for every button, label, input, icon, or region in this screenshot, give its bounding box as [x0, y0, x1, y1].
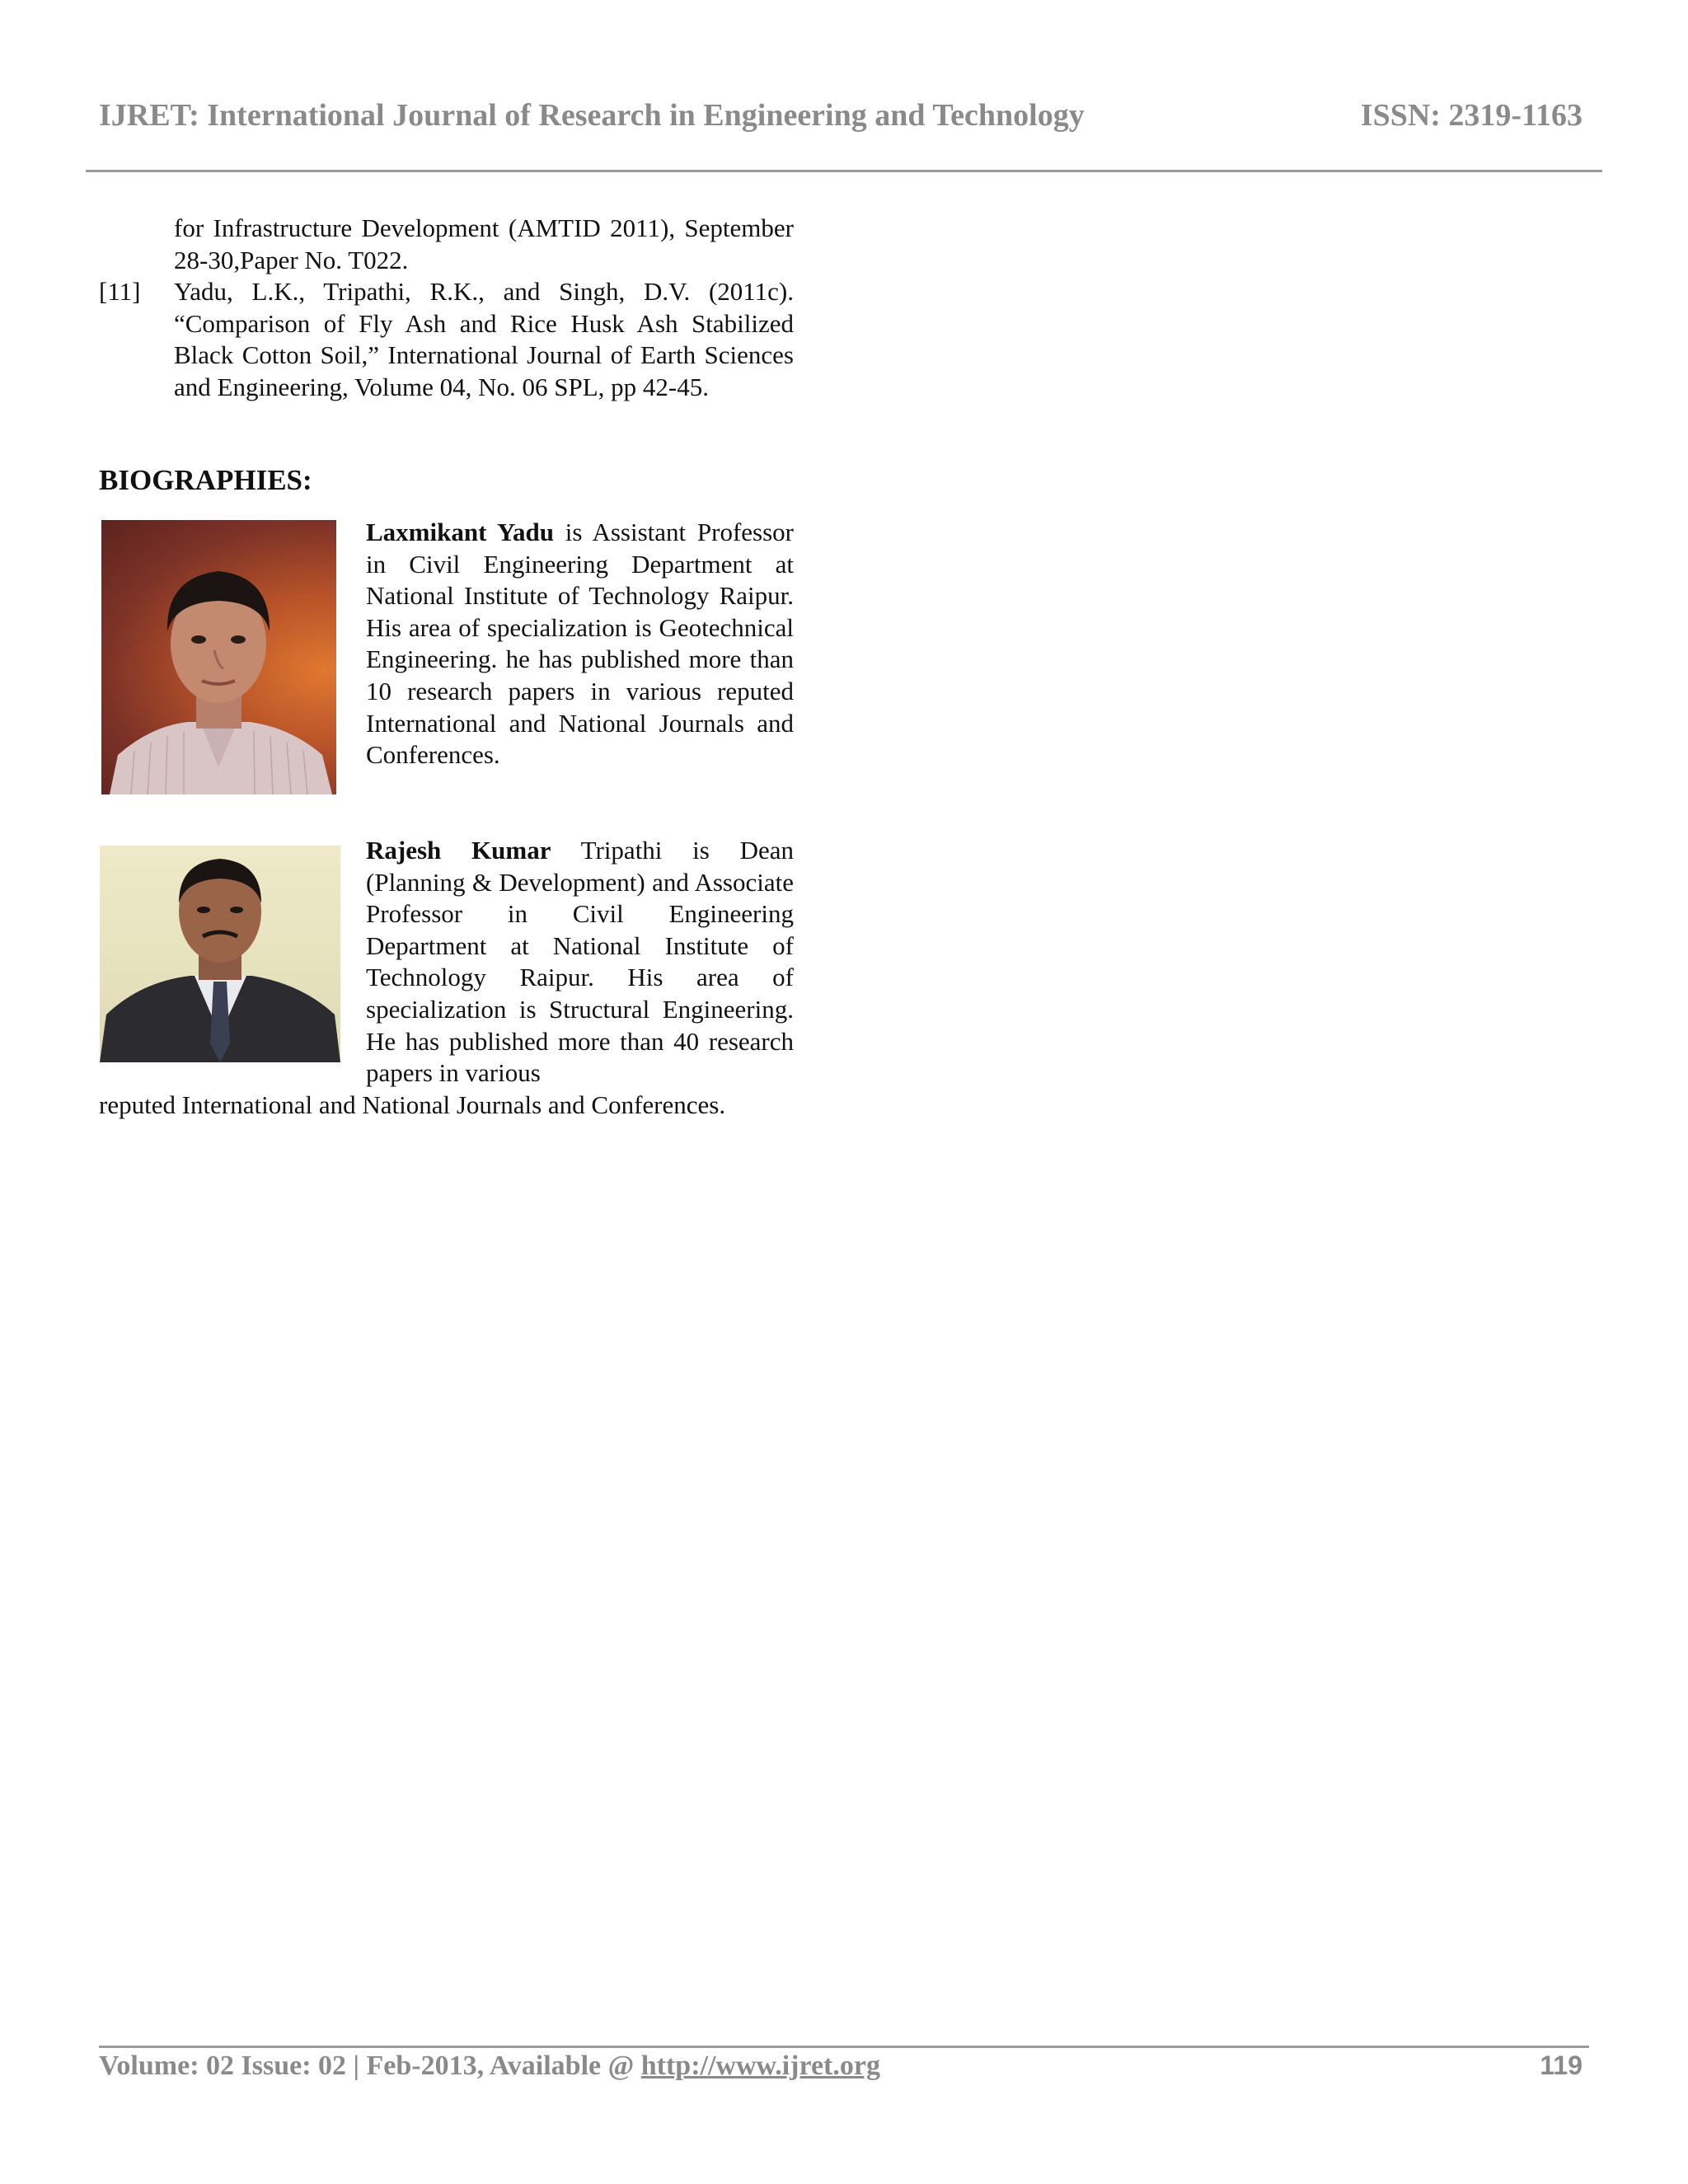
footer-volume-info: [99, 2050, 880, 2082]
biographies-heading: BIOGRAPHIES:: [99, 464, 312, 496]
reference-number: [11]: [99, 277, 141, 306]
page-number: 119: [1540, 2050, 1582, 2080]
footer-volume-text: Volume: 02 Issue: 02 | Feb-2013, Available @: [99, 2050, 641, 2081]
bio-tripathi-tail: reputed International and National Journals and Conferences.: [99, 1090, 726, 1119]
footer-divider: [99, 2046, 1589, 2048]
journal-title: IJRET: International Journal of Research in Engineering and Technology: [99, 98, 1085, 133]
reference-item-11: [99, 276, 794, 403]
reference-continuation: for Infrastructure Development (AMTID 2011), September 28-30,Paper No. T022.: [174, 213, 794, 274]
reference-text: Yadu, L.K., Tripathi, R.K., and Singh, D.V. (2011c). “Comparison of Fly Ash and Rice Husk Ash Stabilized Black Cotton Soil,” International Journal of Earth Sciences and Engineering, Volume 04, No. 06 SPL, pp 42-45.: [174, 277, 794, 401]
bio-name: Rajesh Kumar: [366, 836, 551, 865]
bio-tripathi: [366, 835, 794, 1090]
author-photo-yadu: [101, 520, 336, 794]
header-divider: [86, 170, 1602, 172]
journal-link[interactable]: http://www.ijret.org: [640, 2050, 880, 2081]
issn-label: ISSN: 2319-1163: [1360, 98, 1582, 133]
bio-yadu: [366, 517, 794, 771]
author-photo-tripathi: [100, 846, 340, 1062]
bio-body: is Assistant Professor in Civil Engineering Department at National Institute of Technology Raipur. His area of specialization is Geotechnical Engineering. he has published more than 10 research papers in various reputed International and National Journals and Conferences.: [366, 518, 794, 770]
bio-name: Laxmikant Yadu: [366, 518, 554, 546]
bio-body: Tripathi is Dean (Planning & Development) and Associate Professor in Civil Engineering Department at National Institute of Technology Raipur. His area of specialization is Structural Engineering. He has published more than 40 research papers in various: [366, 836, 794, 1088]
